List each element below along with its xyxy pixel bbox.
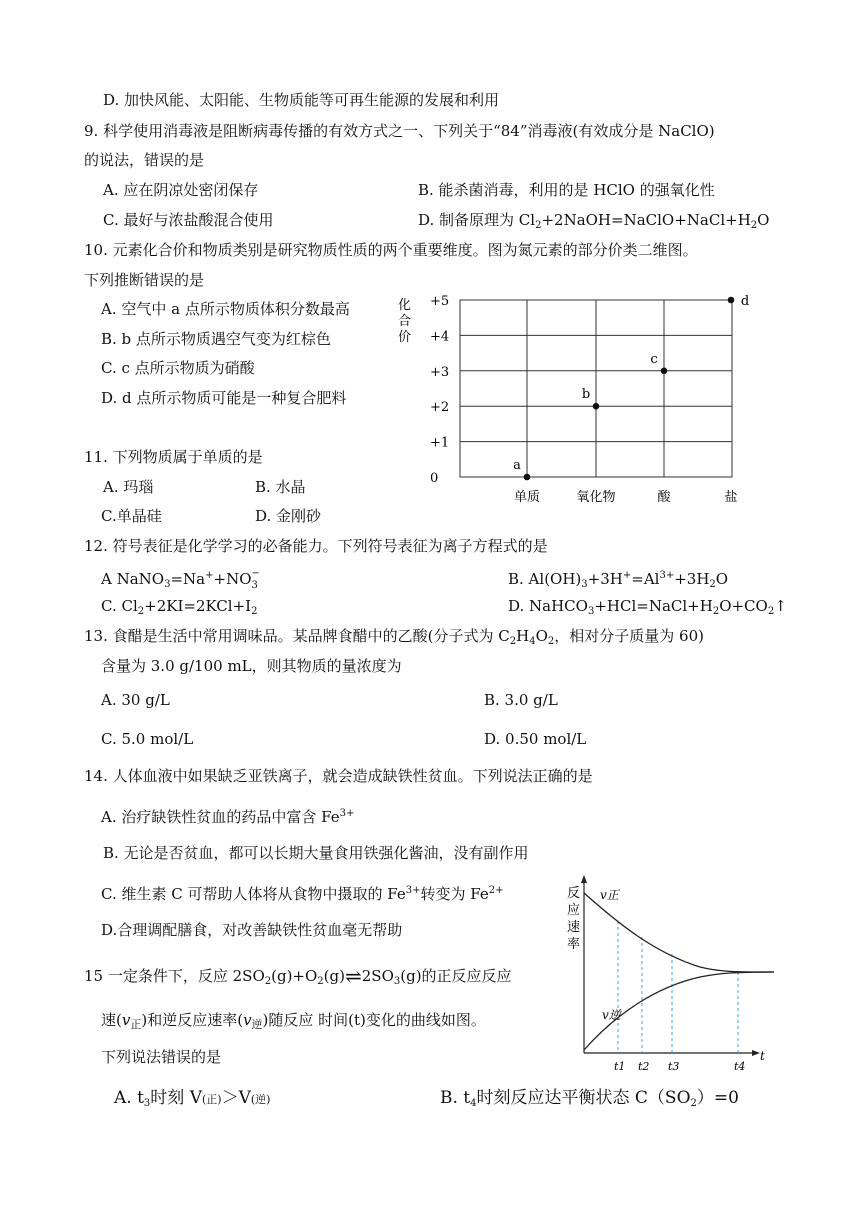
q10-ytick-label: +1: [430, 435, 450, 451]
q10-point-label-a: a: [513, 458, 521, 473]
q15-opta-t2: 时刻 V: [150, 1088, 202, 1108]
q15-x-axis-arrow: [752, 1050, 760, 1056]
q13-option-b: B. 3.0 g/L: [484, 691, 558, 709]
q12-optc-t1: C. Cl: [101, 597, 138, 615]
q13-stem-line2: 含量为 3.0 g/100 mL，则其物质的量浓度为: [101, 657, 402, 675]
q12-optd-arrow: ↑: [774, 597, 787, 615]
q15-tick-t3: t3: [668, 1060, 680, 1073]
q10-option-c: C. c 点所示物质为硝酸: [101, 359, 255, 377]
q15-stem2-v1: v: [121, 1011, 131, 1029]
q10-option-b: B. b 点所示物质遇空气变为红棕色: [101, 330, 331, 348]
q15-optb-sub4: 4: [470, 1098, 477, 1109]
q10-point-label-c: c: [650, 351, 658, 367]
q13-stem-t4: ，相对分子质量为 60): [554, 627, 704, 645]
q10-ylabel-char-3: 价: [398, 330, 412, 345]
q15-stem-t3: (g): [323, 967, 345, 985]
q15-equilibrium-arrow: ⇌: [344, 964, 362, 988]
q10-ytick-label: +3: [430, 364, 450, 380]
q12-optb-t3: =Al: [631, 570, 660, 588]
q10-ylabel-char-1: 化: [398, 298, 412, 313]
q10-xcat-label: 酸: [657, 490, 671, 505]
q10-point-d: [728, 297, 735, 304]
q13-stem-sub2a: 2: [509, 636, 517, 647]
q15-ylabel-char-4: 率: [567, 937, 581, 952]
q11-stem: 11. 下列物质属于单质的是: [84, 448, 263, 466]
q15-stem-t5: (g)的正反应反应: [400, 967, 512, 985]
q14-option-c: [101, 881, 503, 904]
q10-point-label-d: d: [740, 294, 750, 309]
q14-opta-text: A. 治疗缺铁性贫血的药品中富含 Fe: [101, 808, 340, 826]
q12-optc-sub2b: 2: [251, 606, 258, 617]
q9-stem-line1: 9. 科学使用消毒液是阻断病毒传播的有效方式之一、下列关于“84”消毒液(有效成分是 NaClO): [84, 122, 715, 140]
q12-opta-t3: +NO: [213, 570, 252, 588]
q10-stem-line1: 10. 元素化合价和物质类别是研究物质性质的两个重要维度。图为氮元素的部分价类二维图。: [84, 241, 698, 259]
q15-stem2-sub-forward: 正: [130, 1018, 142, 1031]
q12-option-a: [101, 566, 260, 595]
q12-optb-t2: +3H: [587, 570, 623, 588]
q12-opta-sub3: 3: [164, 579, 171, 590]
q12-option-d: [508, 596, 787, 622]
q14-optc-t1: C. 维生素 C 可帮助人体将从食物中摄取的 Fe: [101, 885, 406, 903]
q9-stem-line2: 的说法，错误的是: [84, 151, 205, 169]
q15-opta-t3: (正): [201, 1093, 222, 1106]
q15-stem-t4: 2SO: [361, 967, 394, 985]
q15-reverse-curve-label: v逆: [602, 1008, 621, 1022]
q10-xcat-label: 氧化物: [576, 490, 616, 505]
q12-optb-sub3: 3: [581, 579, 588, 590]
q10-point-label-b: b: [581, 387, 591, 403]
q11-option-c: C.单晶硅: [101, 507, 162, 525]
q12-opta-t2: =Na: [170, 570, 206, 588]
q9-optd-text-1: D. 制备原理为 Cl: [418, 211, 536, 229]
q13-stem-t2: H: [516, 627, 530, 645]
q12-opta-t1: A NaNO: [101, 570, 165, 588]
q14-stem: 14. 人体血液中如果缺乏亚铁离子，就会造成缺铁性贫血。下列说法正确的是: [84, 767, 593, 785]
q15-ylabel-char-2: 应: [567, 903, 581, 918]
q12-opta-sup-plus: +: [205, 570, 214, 581]
q10-chart-xcats: [514, 489, 738, 505]
q12-optb-sub2: 2: [709, 579, 716, 590]
q13-option-a: A. 30 g/L: [101, 691, 170, 709]
q9-optd-text-2: +2NaOH=NaClO+NaCl+H: [541, 211, 751, 229]
q12-optb-t1: B. Al(OH): [508, 570, 582, 588]
q12-opta-nitrate-charge: [251, 568, 260, 591]
q9-option-d: [418, 210, 769, 236]
q13-stem-t3: O: [535, 627, 548, 645]
q15-tick-t4: t4: [734, 1060, 746, 1073]
q10-xcat-label: 盐: [724, 490, 738, 505]
q15-stem-t1: 15 一定条件下，反应 2SO: [84, 967, 265, 985]
q10-chart-points: [513, 294, 749, 480]
q15-option-a: [114, 1087, 270, 1115]
q15-stem-line3: 下列说法错误的是: [101, 1048, 222, 1066]
q15-optb-t2: 时刻反应达平衡状态 C（SO: [476, 1088, 691, 1108]
q12-optc-sub2a: 2: [137, 606, 145, 617]
q15-opta-sub3: 3: [143, 1098, 151, 1109]
q15-x-axis-label: t: [760, 1049, 765, 1063]
q10-option-d: D. d 点所示物质可能是一种复合肥料: [101, 389, 347, 407]
q14-option-d: D.合理调配膳食，对改善缺铁性贫血毫无帮助: [101, 921, 403, 939]
q13-option-c: C. 5.0 mol/L: [101, 730, 194, 748]
q12-option-b: [508, 566, 728, 595]
q9-option-c: C. 最好与浓盐酸混合使用: [103, 211, 274, 229]
q14-option-b: B. 无论是否贫血，都可以长期大量食用铁强化酱油，没有副作用: [103, 844, 529, 862]
q15-ylabel-char-1: 反: [567, 886, 581, 901]
q13-stem-line1: [84, 626, 704, 652]
q12-optb-sup-plus: +: [622, 570, 632, 581]
q12-optd-t2: +HCl=NaCl+H: [594, 597, 713, 615]
q15-stem2-v2: v: [243, 1011, 252, 1029]
q9-option-a: A. 应在阴凉处密闭保存: [103, 181, 259, 199]
q15-stem-sub2a: 2: [264, 976, 272, 987]
q13-option-d: D. 0.50 mol/L: [484, 730, 587, 748]
q12-optb-t4: +3H: [674, 570, 710, 588]
q15-stem2-t3: )随反应 时间(t)变化的曲线如图。: [262, 1011, 486, 1029]
q15-stem2-t2: )和逆反应速率(: [141, 1011, 244, 1029]
q15-stem-line1: [84, 966, 512, 992]
q15-optb-sub2: 2: [690, 1098, 697, 1109]
q8-option-d: D. 加快风能、太阳能、生物质能等可再生能源的发展和利用: [103, 91, 500, 109]
q15-opta-t5: (逆): [250, 1093, 271, 1106]
q15-stem2-sub-reverse: 逆: [251, 1018, 263, 1031]
q14-opta-sup: 3+: [339, 808, 355, 819]
q12-opta-sub-3: 3: [251, 580, 258, 591]
q9-optd-sub-1: 2: [535, 220, 542, 231]
q12-opta-sup-minus: −: [251, 568, 260, 579]
q15-ylabel-char-3: 速: [567, 920, 581, 935]
q11-option-d: D. 金刚砂: [255, 507, 322, 525]
q10-ytick-label: +4: [430, 329, 450, 345]
q15-y-axis-arrow: [581, 875, 587, 883]
q15-stem-t2: (g)+O: [271, 967, 318, 985]
q15-stem-line2: [101, 1010, 486, 1035]
q10-chart-grid: [460, 300, 732, 477]
q10-xcat-label: 单质: [513, 490, 541, 505]
q15-tick-t1: t1: [614, 1060, 626, 1073]
q12-stem: 12. 符号表征是化学学习的必备能力。下列符号表征为离子方程式的是: [84, 537, 548, 555]
q12-optc-t2: +2KI=2KCl+I: [144, 597, 252, 615]
q15-rate-chart: [560, 875, 775, 1075]
q10-point-a: [524, 474, 531, 481]
q9-optd-text-3: O: [757, 211, 770, 229]
q10-stem-line2: 下列推断错误的是: [84, 271, 205, 289]
q13-stem-sub4: 4: [529, 636, 536, 647]
q10-ylabel-char-2: 合: [398, 314, 412, 329]
q12-optb-t5: O: [715, 570, 729, 588]
q14-optc-t2: 转变为 Fe: [420, 885, 489, 903]
q15-stem-sub2b: 2: [317, 976, 324, 987]
q10-ytick-label: 0: [430, 471, 439, 486]
q13-stem-t1: 13. 食醋是生活中常用调味品。某品牌食醋中的乙酸(分子式为 C: [84, 627, 510, 645]
q14-optc-sup2: 2+: [488, 885, 504, 896]
q15-opta-t1: A. t: [114, 1088, 144, 1108]
q15-optb-t3: ）=0: [696, 1088, 739, 1108]
q13-stem-sub2b: 2: [547, 636, 555, 647]
q11-option-a: A. 玛瑙: [103, 478, 154, 496]
q10-point-c: [661, 368, 668, 375]
q10-ytick-label: +2: [430, 400, 450, 416]
q15-option-b: [440, 1087, 739, 1115]
q15-forward-rate-curve: [584, 893, 774, 972]
q12-optd-t3: O+CO: [719, 597, 768, 615]
q9-option-b: B. 能杀菌消毒，利用的是 HClO 的强氧化性: [418, 181, 715, 199]
q12-optd-sub2b: 2: [767, 606, 775, 617]
q9-optd-sub-2: 2: [750, 220, 758, 231]
q15-stem2-t1: 速(: [101, 1011, 122, 1029]
q10-chart-ylabel: [398, 298, 411, 345]
q15-opta-t4: ＞V: [221, 1088, 251, 1108]
q12-option-c: [101, 596, 257, 622]
q10-point-b: [593, 403, 600, 410]
q15-optb-t1: B. t: [440, 1088, 471, 1108]
q15-tick-t2: t2: [638, 1060, 650, 1073]
q15-chart-ylabel: [567, 886, 580, 952]
q12-optd-sub2a: 2: [712, 606, 720, 617]
q10-option-a: A. 空气中 a 点所示物质体积分数最高: [101, 300, 350, 318]
q15-forward-curve-label: v正: [600, 888, 619, 902]
q12-optd-t1: D. NaHCO: [508, 597, 588, 615]
q15-stem-sub3: 3: [393, 976, 401, 987]
q11-option-b: B. 水晶: [255, 478, 306, 496]
q12-optb-sup-3plus: 3+: [659, 570, 675, 581]
q10-chart-yticks: [430, 294, 449, 486]
q10-valence-chart: [390, 285, 770, 510]
q14-optc-sup3: 3+: [405, 885, 421, 896]
q12-optd-sub3: 3: [587, 606, 595, 617]
q14-option-a: [101, 804, 354, 827]
q10-ytick-label: +5: [430, 294, 450, 309]
